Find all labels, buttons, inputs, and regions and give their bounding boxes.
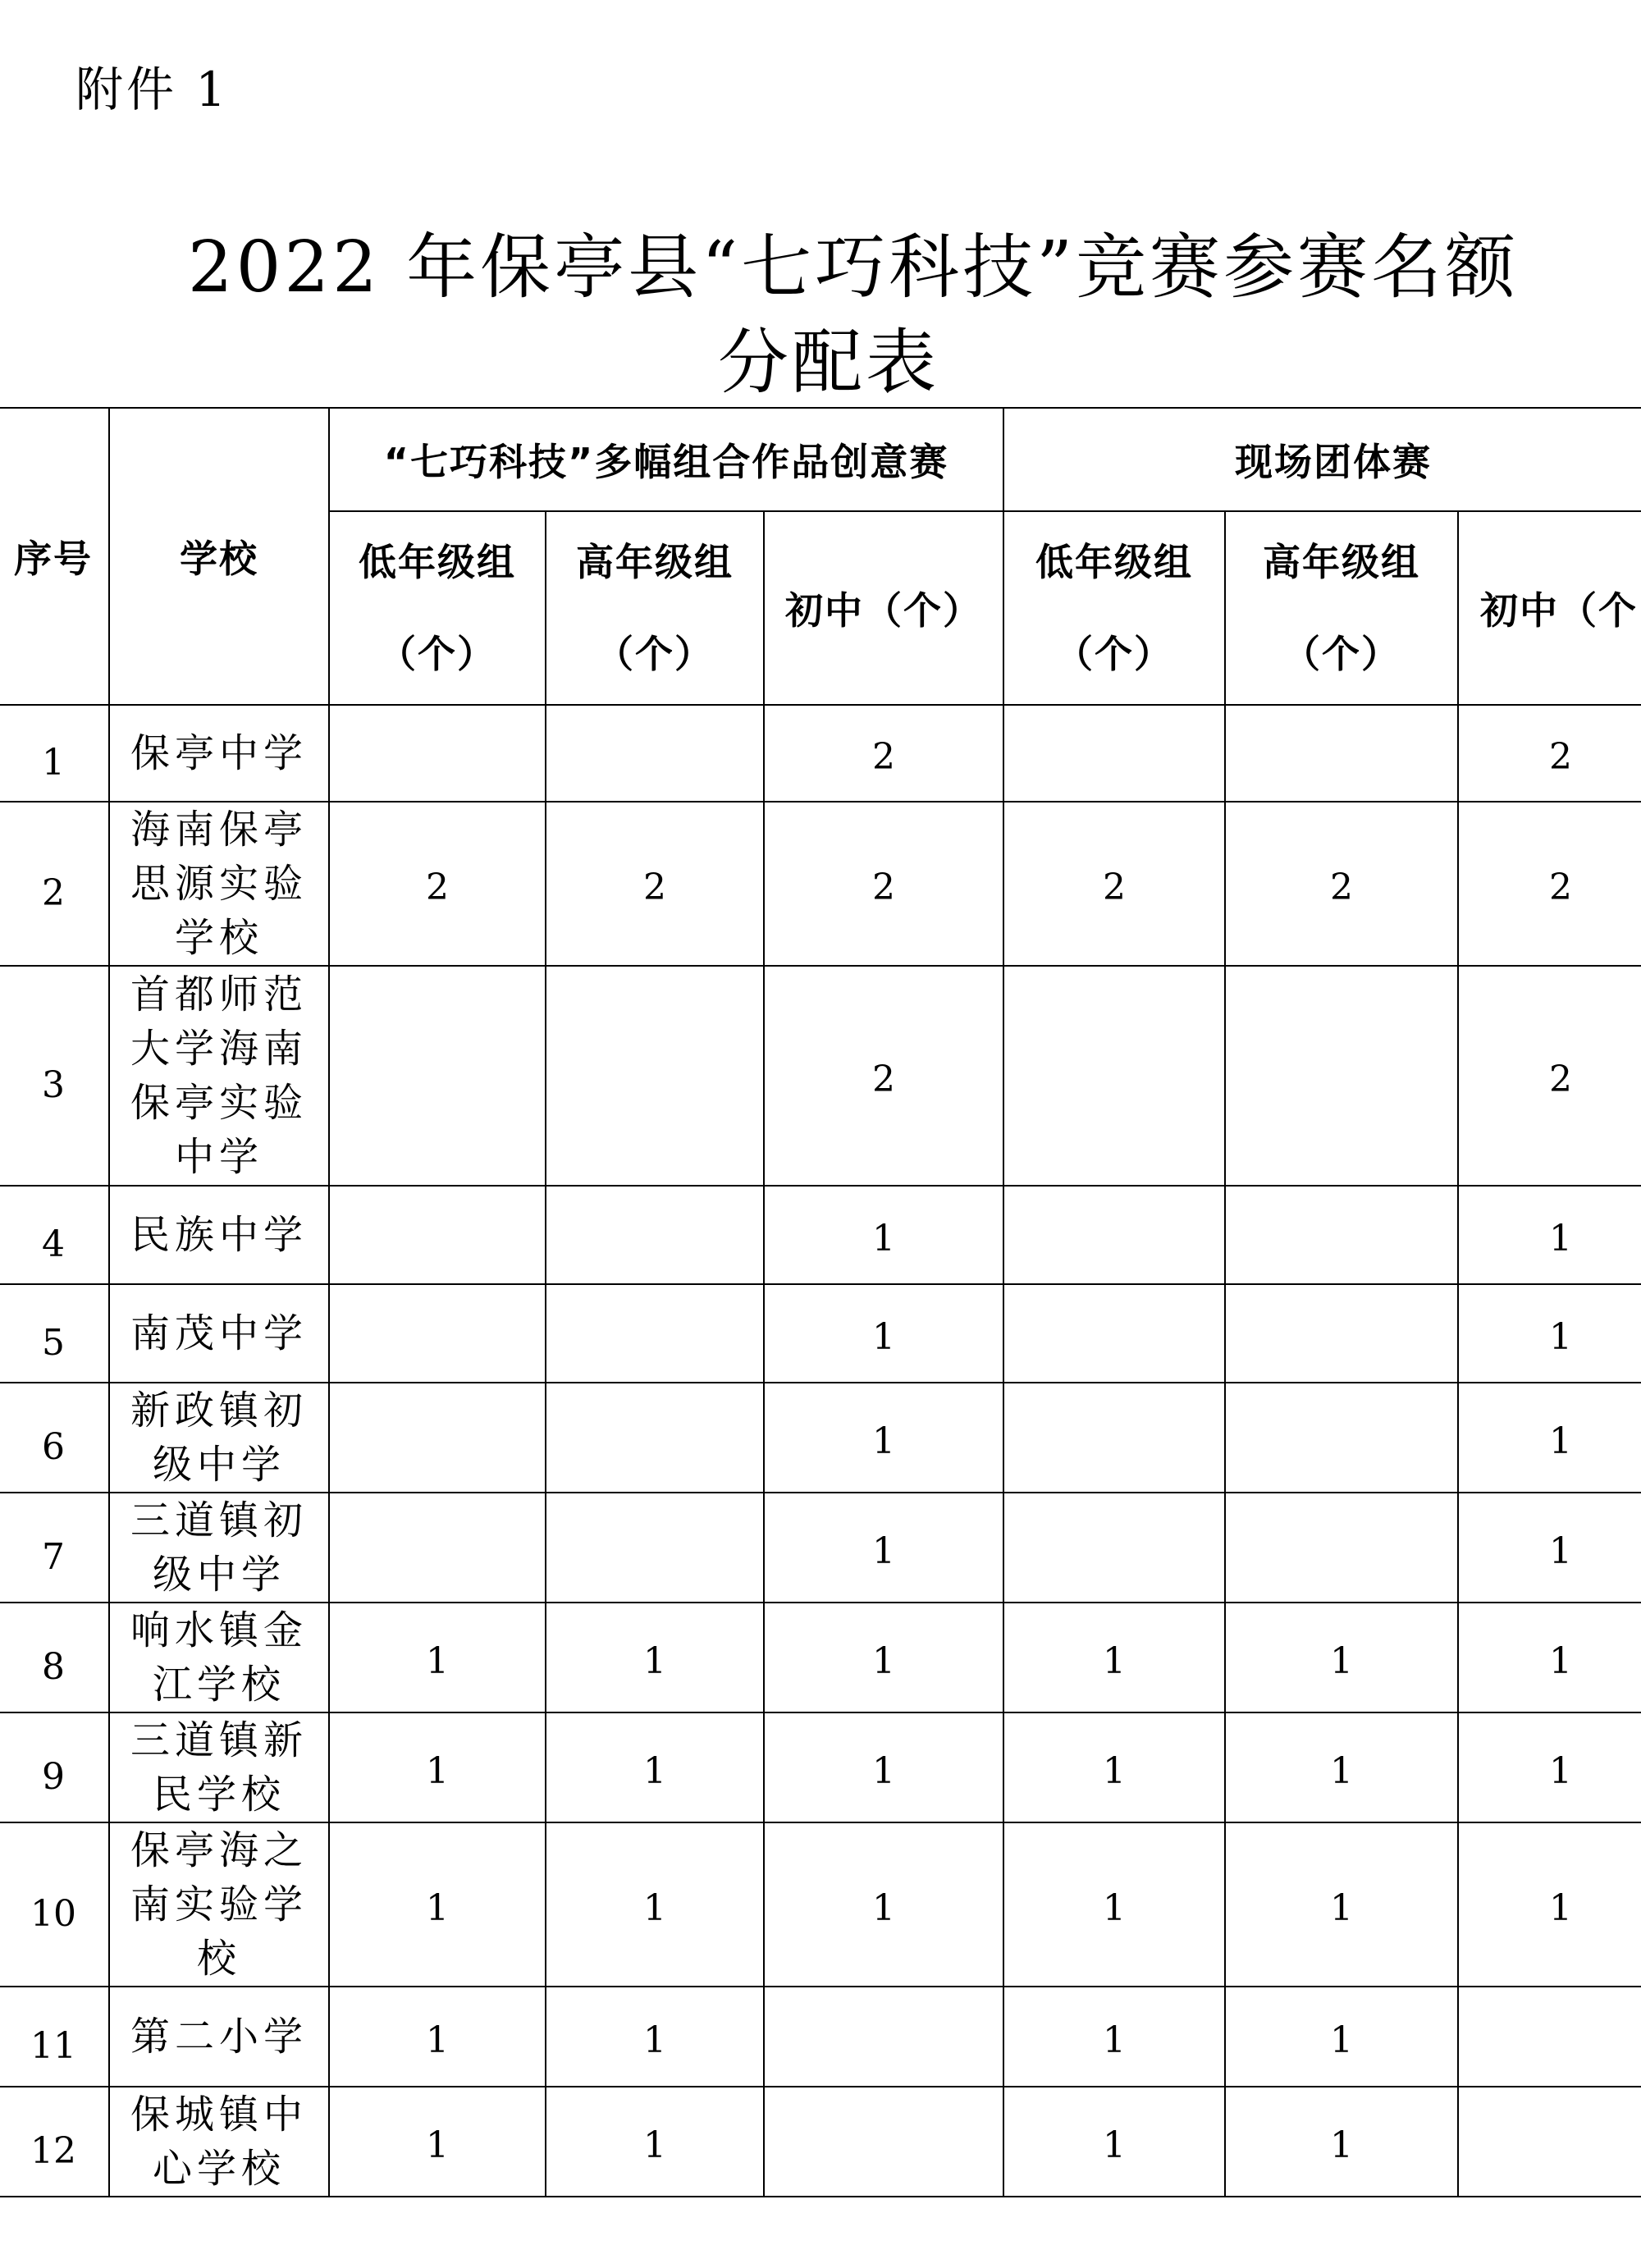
- team-low-cell: 1: [1003, 2087, 1225, 2197]
- team-middle-cell: 2: [1458, 705, 1641, 802]
- team-low-cell: 1: [1003, 1822, 1225, 1987]
- school-cell: 第二小学: [109, 1987, 329, 2087]
- school-cell: 响水镇金江学校: [109, 1603, 329, 1712]
- creative-high-cell: [546, 1493, 764, 1603]
- creative-high-cell: 1: [546, 1987, 764, 2087]
- team-middle-cell: 1: [1458, 1603, 1641, 1712]
- team-low-cell: 1: [1003, 1712, 1225, 1822]
- title-line-2: 分配表: [718, 322, 939, 404]
- creative-middle-cell: 1: [764, 1186, 1003, 1284]
- header-unit: （个）: [1055, 632, 1173, 676]
- seq-cell: 3: [0, 966, 109, 1186]
- table-row: [0, 966, 1641, 1186]
- team-high-cell: [1225, 1186, 1458, 1284]
- team-low-cell: 2: [1003, 802, 1225, 966]
- school-cell: 保亭海之南实验学校: [109, 1822, 329, 1987]
- header-label: 高年级组: [576, 540, 734, 584]
- creative-low-cell: [329, 1186, 546, 1284]
- team-middle-cell: 1: [1458, 1383, 1641, 1493]
- school-cell: 新政镇初级中学: [109, 1383, 329, 1493]
- header-unit: （个）: [1282, 632, 1401, 676]
- team-high-cell: [1225, 1284, 1458, 1383]
- creative-low-cell: [329, 705, 546, 802]
- header-group-creative: “七巧科技”多幅组合作品创意赛: [329, 408, 1003, 511]
- attachment-label: 附件 1: [75, 62, 230, 117]
- team-high-cell: [1225, 966, 1458, 1186]
- team-low-cell: [1003, 705, 1225, 802]
- title-line-1: 2022 年保亭县“七巧科技”竞赛参赛名额: [187, 226, 1520, 309]
- table-row: [0, 802, 1641, 966]
- school-cell: 三道镇新民学校: [109, 1712, 329, 1822]
- creative-high-cell: [546, 966, 764, 1186]
- allocation-table: [0, 407, 1641, 2197]
- team-high-cell: 1: [1225, 1603, 1458, 1712]
- creative-middle-cell: 2: [764, 966, 1003, 1186]
- header-unit: （个）: [596, 632, 714, 676]
- team-middle-cell: 1: [1458, 1186, 1641, 1284]
- creative-middle-cell: 1: [764, 1603, 1003, 1712]
- creative-middle-cell: [764, 2087, 1003, 2197]
- creative-low-cell: [329, 1284, 546, 1383]
- school-cell: 首都师范大学海南保亭实验中学: [109, 966, 329, 1186]
- header-group-team: 现场团体赛: [1003, 408, 1641, 511]
- school-cell: 保城镇中心学校: [109, 2087, 329, 2197]
- creative-middle-cell: 2: [764, 802, 1003, 966]
- team-low-cell: [1003, 966, 1225, 1186]
- creative-middle-cell: 1: [764, 1493, 1003, 1603]
- table-row: [0, 1186, 1641, 1284]
- creative-middle-cell: 1: [764, 1383, 1003, 1493]
- header-team-middle: 初中（个: [1458, 511, 1641, 705]
- creative-low-cell: [329, 1493, 546, 1603]
- header-team-low: [1003, 511, 1225, 705]
- creative-low-cell: 1: [329, 1987, 546, 2087]
- seq-cell: 8: [0, 1603, 109, 1712]
- table-row: [0, 1712, 1641, 1822]
- team-middle-cell: 1: [1458, 1284, 1641, 1383]
- table-row: [0, 1383, 1641, 1493]
- header-team-high: [1225, 511, 1458, 705]
- header-label: 低年级组: [1035, 540, 1193, 584]
- table-row: [0, 705, 1641, 802]
- team-low-cell: [1003, 1284, 1225, 1383]
- table-row: [0, 1987, 1641, 2087]
- seq-cell: 10: [0, 1822, 109, 1987]
- page-title: [0, 220, 1641, 410]
- table-row: [0, 1493, 1641, 1603]
- school-cell: 三道镇初级中学: [109, 1493, 329, 1603]
- team-middle-cell: [1458, 1987, 1641, 2087]
- seq-cell: 1: [0, 705, 109, 802]
- header-seq: 序号: [0, 408, 109, 705]
- creative-middle-cell: 1: [764, 1712, 1003, 1822]
- creative-high-cell: 2: [546, 802, 764, 966]
- header-creative-middle: 初中（个）: [764, 511, 1003, 705]
- seq-cell: 2: [0, 802, 109, 966]
- school-cell: 民族中学: [109, 1186, 329, 1284]
- team-low-cell: [1003, 1493, 1225, 1603]
- team-high-cell: 2: [1225, 802, 1458, 966]
- team-low-cell: 1: [1003, 1603, 1225, 1712]
- creative-high-cell: [546, 1284, 764, 1383]
- seq-cell: 9: [0, 1712, 109, 1822]
- header-school: 学校: [109, 408, 329, 705]
- creative-middle-cell: 1: [764, 1822, 1003, 1987]
- team-high-cell: [1225, 705, 1458, 802]
- table-row: [0, 2087, 1641, 2197]
- header-label: 高年级组: [1263, 540, 1420, 584]
- team-high-cell: 1: [1225, 2087, 1458, 2197]
- school-cell: 保亭中学: [109, 705, 329, 802]
- team-high-cell: 1: [1225, 1987, 1458, 2087]
- team-middle-cell: 2: [1458, 966, 1641, 1186]
- creative-high-cell: [546, 1186, 764, 1284]
- team-middle-cell: 2: [1458, 802, 1641, 966]
- creative-low-cell: 2: [329, 802, 546, 966]
- creative-high-cell: [546, 705, 764, 802]
- team-high-cell: 1: [1225, 1822, 1458, 1987]
- creative-middle-cell: 1: [764, 1284, 1003, 1383]
- creative-low-cell: 1: [329, 2087, 546, 2197]
- header-creative-high: [546, 511, 764, 705]
- header-label: 低年级组: [359, 540, 516, 584]
- school-cell: 南茂中学: [109, 1284, 329, 1383]
- creative-low-cell: [329, 1383, 546, 1493]
- creative-high-cell: [546, 1383, 764, 1493]
- school-cell: 海南保亭思源实验学校: [109, 802, 329, 966]
- team-middle-cell: [1458, 2087, 1641, 2197]
- team-middle-cell: 1: [1458, 1493, 1641, 1603]
- table-row: [0, 1284, 1641, 1383]
- seq-cell: 6: [0, 1383, 109, 1493]
- table-body: [0, 705, 1641, 2197]
- table-row: [0, 1603, 1641, 1712]
- header-unit: （个）: [378, 632, 496, 676]
- creative-low-cell: 1: [329, 1603, 546, 1712]
- team-high-cell: [1225, 1493, 1458, 1603]
- creative-low-cell: 1: [329, 1822, 546, 1987]
- creative-middle-cell: 2: [764, 705, 1003, 802]
- seq-cell: 11: [0, 1987, 109, 2087]
- team-middle-cell: 1: [1458, 1712, 1641, 1822]
- team-high-cell: [1225, 1383, 1458, 1493]
- creative-low-cell: [329, 966, 546, 1186]
- table-row: [0, 1822, 1641, 1987]
- team-middle-cell: 1: [1458, 1822, 1641, 1987]
- team-low-cell: 1: [1003, 1987, 1225, 2087]
- creative-high-cell: 1: [546, 2087, 764, 2197]
- header-creative-low: [329, 511, 546, 705]
- creative-high-cell: 1: [546, 1822, 764, 1987]
- seq-cell: 5: [0, 1284, 109, 1383]
- seq-cell: 4: [0, 1186, 109, 1284]
- team-low-cell: [1003, 1383, 1225, 1493]
- team-high-cell: 1: [1225, 1712, 1458, 1822]
- creative-high-cell: 1: [546, 1712, 764, 1822]
- seq-cell: 12: [0, 2087, 109, 2197]
- creative-middle-cell: [764, 1987, 1003, 2087]
- seq-cell: 7: [0, 1493, 109, 1603]
- team-low-cell: [1003, 1186, 1225, 1284]
- table-header: [0, 408, 1641, 705]
- creative-high-cell: 1: [546, 1603, 764, 1712]
- creative-low-cell: 1: [329, 1712, 546, 1822]
